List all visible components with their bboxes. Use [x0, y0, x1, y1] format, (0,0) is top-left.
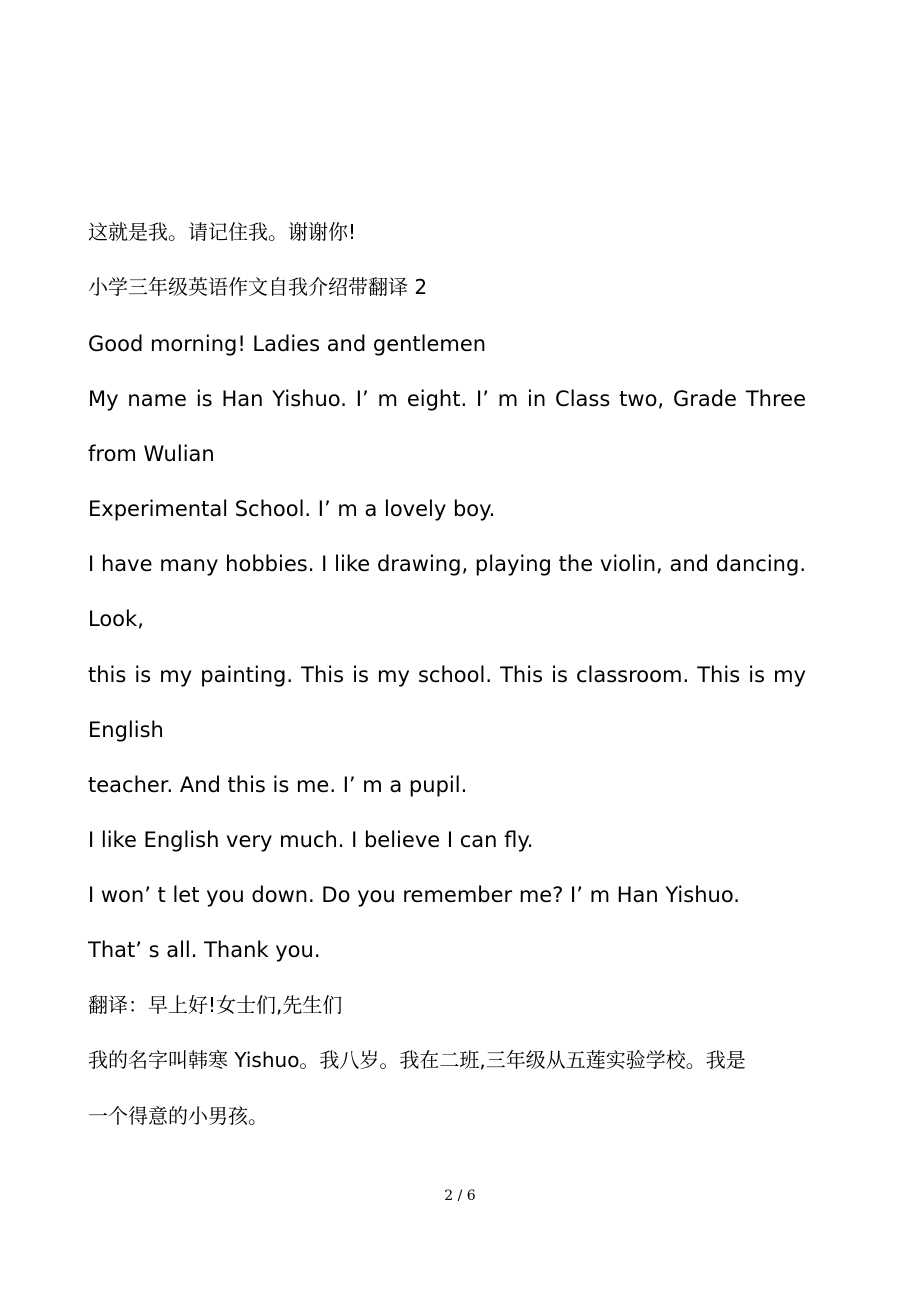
translation-line-1: 我的名字叫韩寒 Yishuo。我八岁。我在二班,三年级从五莲实验学校。我是 [88, 1048, 746, 1072]
translation-heading: 翻译：早上好!女士们,先生们 [88, 993, 343, 1017]
translation-line-2: 一个得意的小男孩。 [88, 1104, 268, 1128]
text-line-look: Look, [88, 607, 144, 631]
text-line-school: Experimental School. I’ m a lovely boy. [88, 497, 496, 521]
text-line-hobbies: I have many hobbies. I like drawing, playing the violin, and dancing. [88, 552, 806, 576]
text-line-english: English [88, 718, 164, 742]
text-line-painting: this is my painting. This is my school. This is classroom. This is my [88, 663, 806, 687]
section-heading: 小学三年级英语作文自我介绍带翻译 2 [88, 275, 428, 299]
text-line-teacher: teacher. And this is me. I’ m a pupil. [88, 773, 468, 797]
page-number: 2 / 6 [444, 1188, 476, 1204]
text-line-name: My name is Han Yishuo. I’ m eight. I’ m in Class two, Grade Three [88, 387, 806, 411]
text-line-like-english: I like English very much. I believe I can fly. [88, 828, 534, 852]
text-line-remember: I won’ t let you down. Do you remember me? I’ m Han Yishuo. [88, 883, 740, 907]
text-line-from: from Wulian [88, 442, 215, 466]
text-line-closing-cn: 这就是我。请记住我。谢谢你! [88, 220, 357, 244]
text-line-greeting: Good morning! Ladies and gentlemen [88, 332, 487, 356]
text-line-thanks: That’ s all. Thank you. [88, 938, 321, 962]
